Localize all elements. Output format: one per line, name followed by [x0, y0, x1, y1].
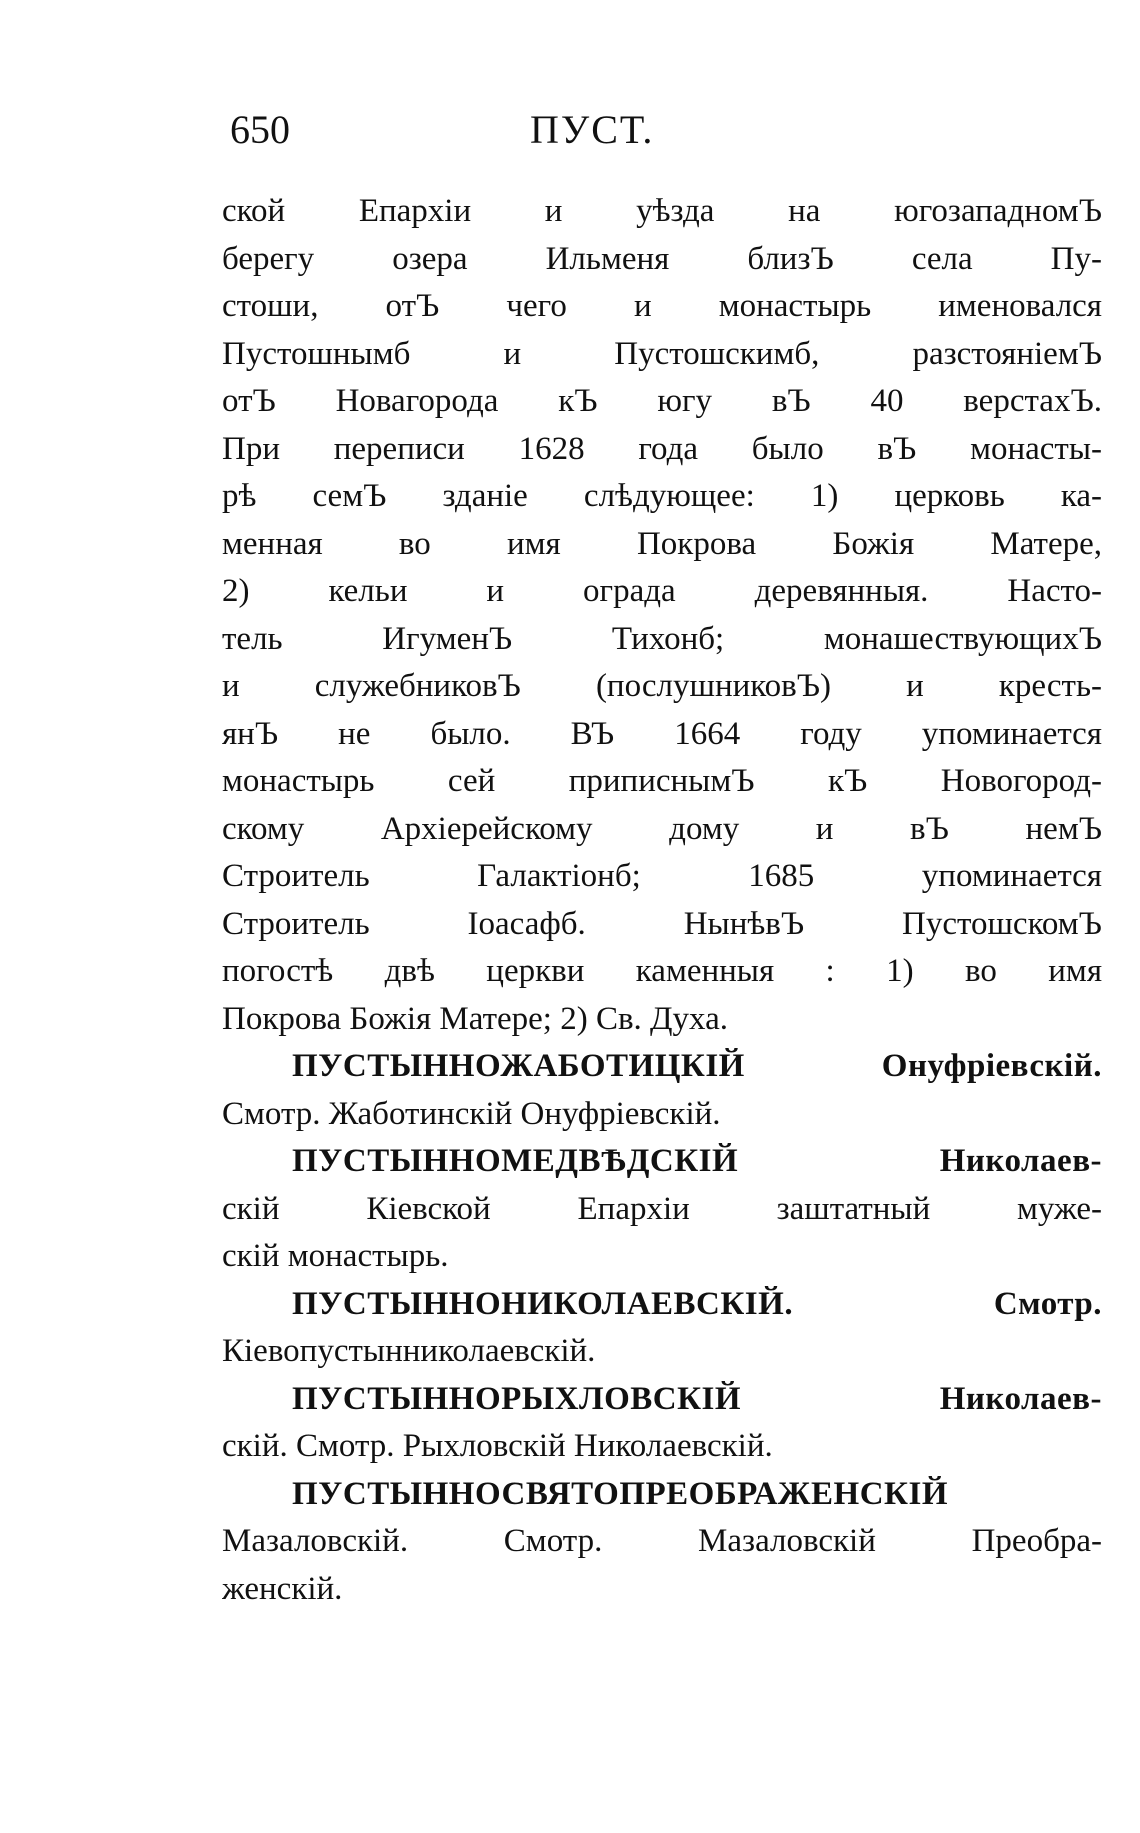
text-line: 2) кельи и ограда деревянныя. Насто- — [222, 573, 1102, 609]
text-line: скому Архіерейскому дому и вЪ немЪ — [222, 810, 1102, 847]
text-line: ской Епархіи и уѣзда на югозападномЪ — [222, 193, 1102, 229]
text-line: Строитель Іоасафб. НынѣвЪ ПустошскомЪ — [222, 905, 1102, 942]
entry-headword: ПУСТЫННОРЫХЛОВСКІЙ Николаев- — [292, 1380, 1102, 1417]
text-line: отЪ Новагорода кЪ югу вЪ 40 верстахЪ. — [222, 383, 1102, 419]
entry-headword: ПУСТЫННОНИКОЛАЕВСКІЙ. Смотр. — [292, 1285, 1102, 1322]
text-line: берегу озера Ильменя близЪ села Пу- — [222, 240, 1102, 277]
text-line: Кіевопустынниколаевскій. — [222, 1333, 596, 1369]
text-line: и служебниковЪ (послушниковЪ) и кресть- — [222, 668, 1102, 704]
text-line: скій. Смотр. Рыхловскій Николаевскій. — [222, 1428, 773, 1464]
text-line: женскій. — [222, 1570, 343, 1607]
page-header — [230, 100, 1110, 160]
entry-headword: ПУСТЫННОМЕДВѢДСКІЙ Николаев- — [292, 1143, 1102, 1179]
page-number: 650 — [230, 107, 290, 152]
text-line: Мазаловскій. Смотр. Мазаловскій Преобра- — [222, 1523, 1102, 1559]
text-line: Покрова Божія Матере; 2) Св. Духа. — [222, 1000, 729, 1037]
text-line: скій Кіевской Епархіи заштатный муже- — [222, 1190, 1102, 1227]
entry-headword: ПУСТЫННОСВЯТОПРЕОБРАЖЕНСКІЙ — [292, 1475, 948, 1512]
text-line: Смотр. Жаботинскій Онуфріевскій. — [222, 1095, 721, 1132]
text-line: янЪ не было. ВЪ 1664 году упоминается — [222, 715, 1102, 752]
text-line: Пустошнымб и Пустошскимб, разстояніемЪ — [222, 335, 1102, 372]
page-body — [222, 188, 1102, 1613]
text-line: менная во имя Покрова Божія Матере, — [222, 525, 1102, 562]
text-line: рѣ семЪ зданіе слѣдующее: 1) церковь ка- — [222, 478, 1102, 514]
text-line: Строитель Галактіонб; 1685 упоминается — [222, 858, 1102, 894]
running-head: ПУСТ. — [530, 107, 655, 152]
text-line: стоши, отЪ чего и монастырь именовался — [222, 288, 1102, 324]
text-line: При переписи 1628 года было вЪ монасты- — [222, 430, 1102, 467]
text-line: тель ИгуменЪ Тихонб; монашествующихЪ — [222, 620, 1102, 657]
text-line: монастырь сей приписнымЪ кЪ Новогород- — [222, 763, 1102, 799]
text-line: скій монастырь. — [222, 1238, 449, 1274]
text-line: погостѣ двѣ церкви каменныя : 1) во имя — [222, 953, 1102, 989]
entry-headword: ПУСТЫННОЖАБОТИЦКІЙ Онуфріевскій. — [292, 1048, 1102, 1084]
